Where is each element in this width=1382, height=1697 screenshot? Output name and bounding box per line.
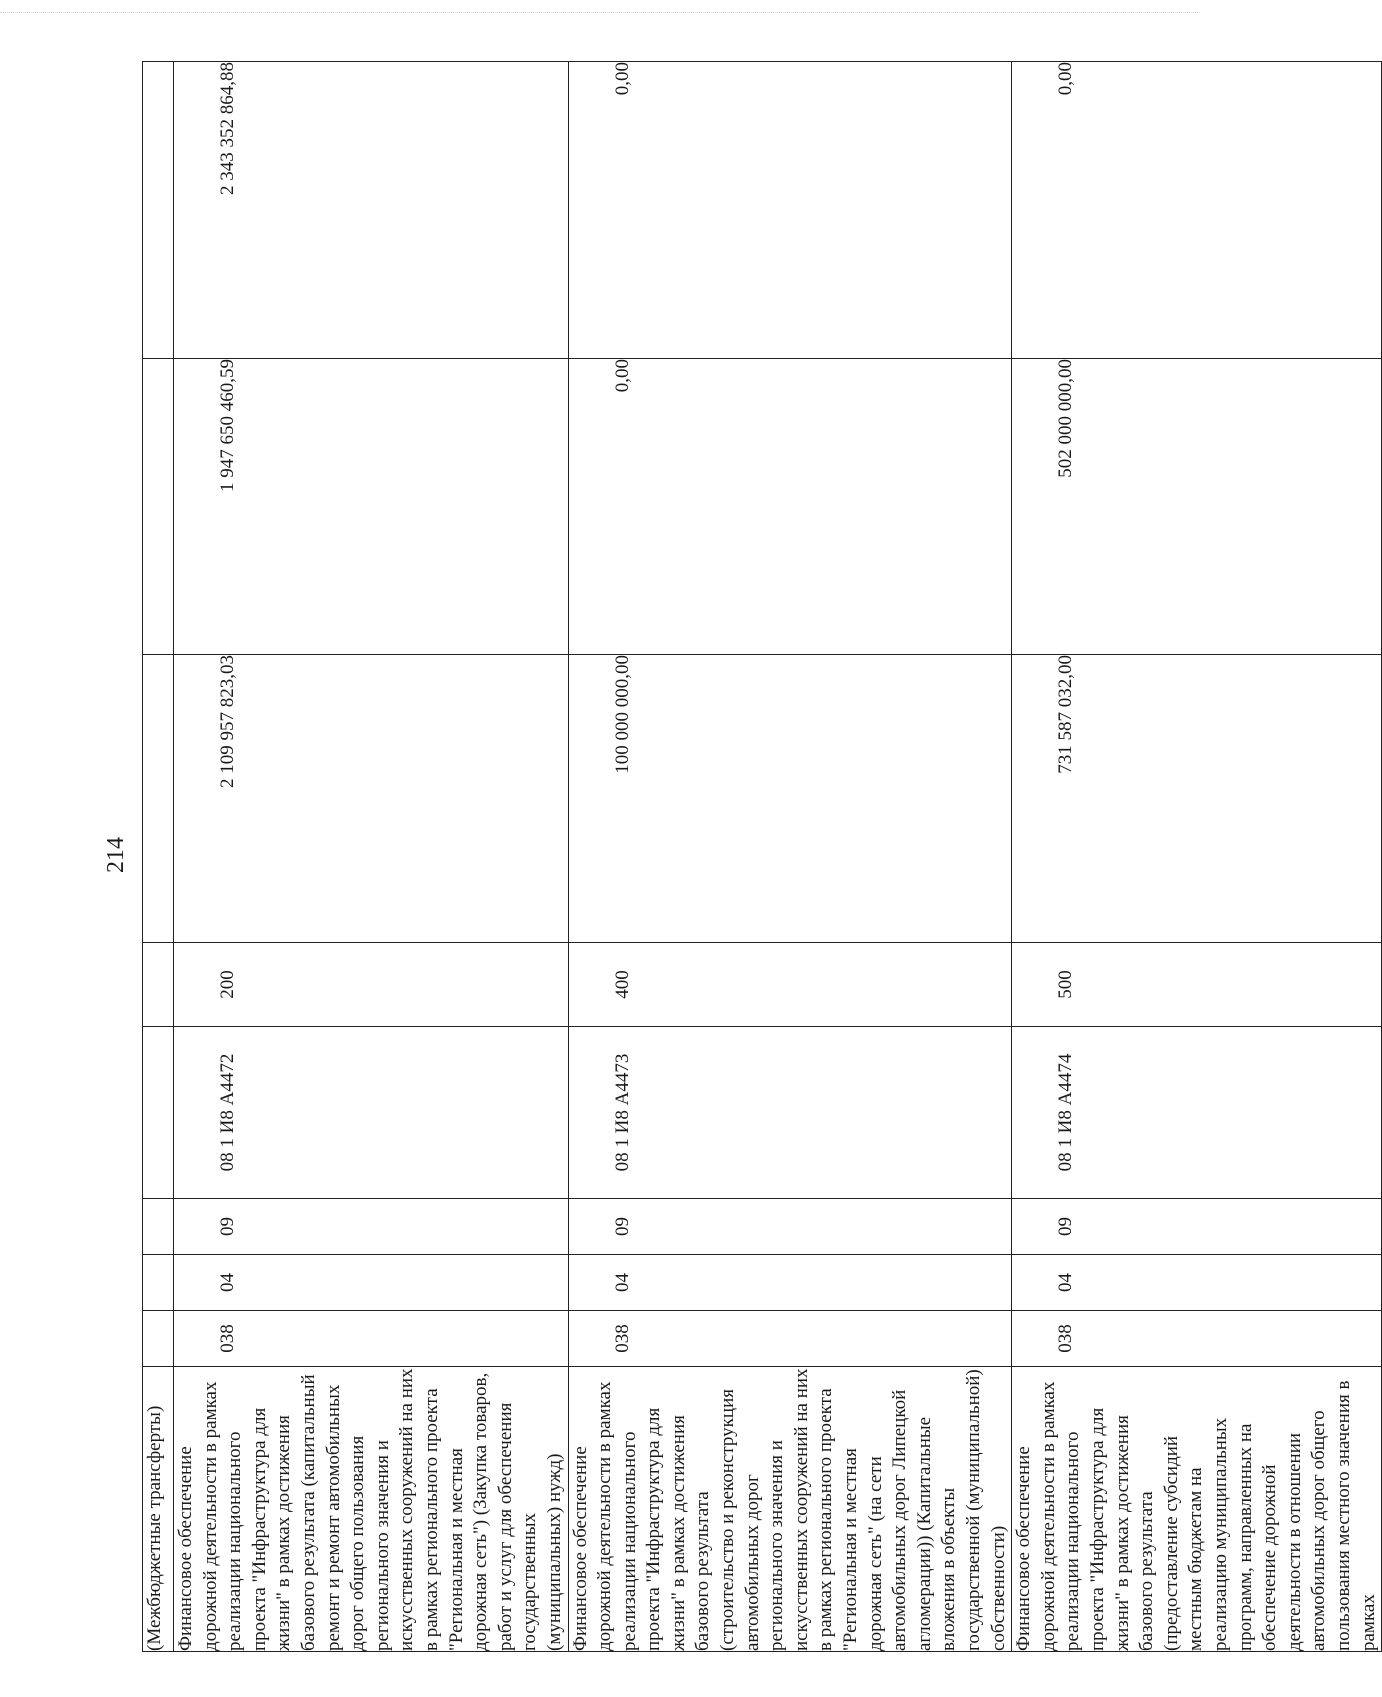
section-code: 04 xyxy=(1055,1273,1077,1292)
section-code: 04 xyxy=(611,1273,633,1292)
expense-type-cell xyxy=(174,943,569,1027)
amount-3-value: 0,00 xyxy=(1055,62,1077,96)
amount-2-value: 0,00 xyxy=(611,359,633,393)
amount-2-value: 502 000 000,00 xyxy=(1055,359,1077,478)
target-cell xyxy=(1012,1027,1382,1199)
amount-1-cell xyxy=(143,655,174,943)
target-cell xyxy=(174,1027,569,1199)
ministry-cell xyxy=(174,1311,569,1367)
budget-table-sheet xyxy=(142,62,1379,1652)
section-code: 04 xyxy=(217,1273,238,1292)
subsection-cell xyxy=(568,1199,1012,1255)
table-row xyxy=(568,62,1012,1652)
subsection-code: 09 xyxy=(217,1217,238,1236)
amount-3-value: 2 343 352 864,88 xyxy=(217,62,238,195)
ministry-code: 038 xyxy=(1055,1324,1077,1353)
ministry-code: 038 xyxy=(611,1324,633,1353)
amount-2-cell xyxy=(174,359,569,655)
description-text: Финансовое обеспечение дорожной деятельности в рамках реализации национального проекта "Инфраструктура для жизни" в рамках достижения базового результата (строительство и реконструкция автомобильных дорог регионального значения и искусственных сооружений на них в рамках регионального проекта "Региональная и местная дорожная сеть" (на сети автомобильных дорог Липецкой агломерации)) (Капитальные вложения в объекты государственной (муниципальной) собственности) xyxy=(569,1368,1009,1651)
expense-type-code: 400 xyxy=(611,970,633,999)
amount-2-cell xyxy=(568,359,1012,655)
description-cell xyxy=(143,1367,174,1652)
expense-type-cell xyxy=(568,943,1012,1027)
target-cell xyxy=(568,1027,1012,1199)
amount-3-cell xyxy=(174,62,569,359)
description-text: Финансовое обеспечение дорожной деятельности в рамках реализации национального проекта "Инфраструктура для жизни" в рамках достижения базового результата (капитальный ремонт и ремонт автомобильных дорог общего пользования регионального значения и искусственных сооружений на них в рамках регионального проекта "Региональная и местная дорожная сеть") (Закупка товаров, работ и услуг для обеспечения государственных (муниципальных) нужд) xyxy=(175,1368,565,1651)
target-cell xyxy=(143,1027,174,1199)
ministry-cell xyxy=(1012,1311,1382,1367)
subsection-code: 09 xyxy=(611,1217,633,1236)
target-code: 08 1 И8 А4472 xyxy=(217,1053,238,1172)
subsection-code: 09 xyxy=(1055,1217,1077,1236)
ministry-cell xyxy=(568,1311,1012,1367)
subsection-cell xyxy=(143,1199,174,1255)
table-row xyxy=(174,62,569,1652)
description-cell xyxy=(1012,1367,1382,1652)
page-number: 214 xyxy=(103,837,129,873)
amount-2-cell xyxy=(143,359,174,655)
section-cell xyxy=(174,1255,569,1311)
amount-1-cell xyxy=(174,655,569,943)
expense-type-cell xyxy=(143,943,174,1027)
amount-1-value: 731 587 032,00 xyxy=(1055,655,1077,774)
target-code: 08 1 И8 А4474 xyxy=(1055,1053,1077,1172)
description-cell xyxy=(568,1367,1012,1652)
amount-3-cell xyxy=(1012,62,1382,359)
subsection-cell xyxy=(174,1199,569,1255)
description-text: Финансовое обеспечение дорожной деятельности в рамках реализации национального проекта "Инфраструктура для жизни" в рамках достижения базового результата (предоставление субсидий местным бюджетам на реализацию муниципальных программ, направленных на обеспечение дорожной деятельности в отношении автомобильных дорог общего пользования местного значения в рамках xyxy=(1013,1380,1379,1651)
subsection-cell xyxy=(1012,1199,1382,1255)
amount-1-cell xyxy=(568,655,1012,943)
amount-3-value: 0,00 xyxy=(611,62,633,96)
table-row xyxy=(1012,62,1382,1652)
ministry-cell xyxy=(143,1311,174,1367)
budget-table xyxy=(142,61,1382,1652)
expense-type-cell xyxy=(1012,943,1382,1027)
amount-2-cell xyxy=(1012,359,1382,655)
amount-2-value: 1 947 650 460,59 xyxy=(217,359,238,492)
table-row xyxy=(143,62,174,1652)
target-code: 08 1 И8 А4473 xyxy=(611,1053,633,1172)
amount-1-value: 100 000 000,00 xyxy=(611,655,633,774)
section-cell xyxy=(568,1255,1012,1311)
section-cell xyxy=(1012,1255,1382,1311)
amount-1-value: 2 109 957 823,03 xyxy=(217,655,238,788)
expense-type-code: 500 xyxy=(1055,970,1077,999)
ministry-code: 038 xyxy=(217,1324,238,1353)
expense-type-code: 200 xyxy=(217,970,238,999)
description-text: (Межбюджетные трансферты) xyxy=(144,1405,165,1651)
scan-top-edge xyxy=(0,0,1200,13)
amount-1-cell xyxy=(1012,655,1382,943)
description-cell xyxy=(174,1367,569,1652)
amount-3-cell xyxy=(143,62,174,359)
amount-3-cell xyxy=(568,62,1012,359)
section-cell xyxy=(143,1255,174,1311)
